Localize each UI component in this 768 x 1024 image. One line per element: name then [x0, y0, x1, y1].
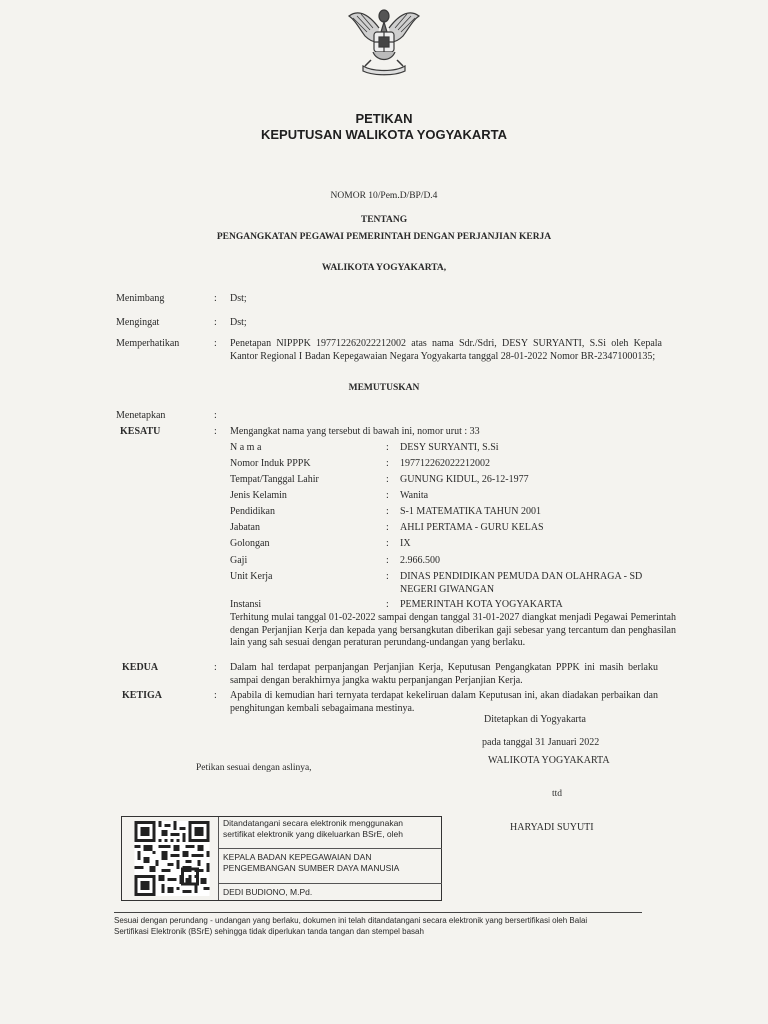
signer-position: WALIKOTA YOGYAKARTA [488, 755, 610, 766]
detail-value: IX [400, 538, 411, 549]
detail-value: S-1 MATEMATIKA TAHUN 2001 [400, 506, 541, 517]
garuda-pancasila-emblem-icon [343, 2, 425, 80]
menimbang-value: Dst; [230, 293, 247, 304]
memperhatikan-label: Memperhatikan [116, 338, 180, 349]
detail-label: Golongan [230, 538, 270, 549]
detail-value: DINAS PENDIDIKAN PEMUDA DAN OLAHRAGA - SD NEGERI GIWANGAN [400, 571, 643, 595]
colon: : [214, 690, 217, 701]
detail-label: Jenis Kelamin [230, 490, 287, 501]
kesatu-tail-text: Terhitung mulai tanggal 01-02-2022 sampai dengan tanggal 31-01-2027 diangkat menjadi Pegawai Pemerintah dengan Perjanjian Kerja dan kepada yang bersangkutan diberikan gaji sebesar yang tercantum dan penghasilan lain yang sah sesuai dengan peraturan perundang-undangan yang berlaku. [230, 612, 676, 648]
colon: : [214, 293, 217, 304]
tentang-heading: TENTANG [360, 215, 408, 225]
mengingat-label: Mengingat [116, 317, 160, 328]
footer-note [114, 915, 654, 937]
esign-line: PENGEMBANGAN SUMBER DAYA MANUSIA [223, 863, 400, 873]
esign-line: KEPALA BADAN KEPEGAWAIAN DAN [219, 848, 442, 863]
colon: : [386, 490, 389, 501]
detail-label: Tempat/Tanggal Lahir [230, 474, 319, 485]
detail-value: DESY SURYANTI, S.Si [400, 442, 499, 453]
signing-date: pada tanggal 31 Januari 2022 [482, 737, 600, 748]
esign-text [218, 817, 442, 900]
colon: : [214, 317, 217, 328]
detail-value: GUNUNG KIDUL, 26-12-1977 [400, 474, 529, 485]
ketiga-label: KETIGA [122, 690, 163, 701]
colon: : [214, 662, 217, 673]
footer-line: Sertifikasi Elektronik (BSrE) sehingga tidak diperlukan tanda tangan dan stempel basah [114, 927, 424, 936]
issuer-heading: WALIKOTA YOGYAKARTA, [321, 263, 447, 273]
colon: : [386, 571, 389, 582]
detail-label: Pendidikan [230, 506, 275, 517]
colon: : [386, 522, 389, 533]
detail-label: Jabatan [230, 522, 260, 533]
detail-label: N a m a [230, 442, 262, 453]
colon: : [386, 599, 389, 610]
document-title: PETIKAN [355, 111, 413, 126]
memutuskan-heading: MEMUTUSKAN [348, 383, 420, 393]
qr-code-icon [128, 821, 216, 896]
colon: : [214, 410, 217, 421]
menetapkan-label: Menetapkan [116, 410, 166, 421]
detail-label: Nomor Induk PPPK [230, 458, 311, 469]
menimbang-label: Menimbang [116, 293, 165, 304]
detail-value: 2.966.500 [400, 555, 440, 566]
colon: : [214, 426, 217, 437]
colon: : [214, 338, 217, 349]
colon: : [386, 474, 389, 485]
colon: : [386, 458, 389, 469]
detail-value: 197712262022212002 [400, 458, 490, 469]
esign-signer: DEDI BUDIONO, M.Pd. [219, 883, 442, 898]
esign-box [121, 816, 442, 901]
ttd-mark: ttd [552, 789, 563, 799]
kedua-text: Dalam hal terdapat perpanjangan Perjanjian Kerja, Keputusan Pengangkatan PPPK ini masih berlaku sampai dengan berakhirnya jangka waktu perpanjangan Perjanjian Kerja. [230, 662, 658, 686]
detail-value: PEMERINTAH KOTA YOGYAKARTA [400, 599, 563, 610]
colon: : [386, 555, 389, 566]
mengingat-value: Dst; [230, 317, 247, 328]
ditetapkan-text: Ditetapkan di Yogyakarta [484, 714, 586, 725]
memperhatikan-value: Penetapan NIPPPK 197712262022212002 atas nama Sdr./Sdri, DESY SURYANTI, S.Si oleh Kepala Kantor Regional I Badan Kepegawaian Negara Yogyakarta tanggal 28-01-2022 Nomor BR-23471000135; [230, 338, 662, 362]
esign-line: Ditandatangani secara elektronik menggunakan [223, 818, 404, 828]
footer-divider [114, 912, 642, 913]
detail-value: AHLI PERTAMA - GURU KELAS [400, 522, 544, 533]
decree-number: NOMOR 10/Pem.D/BP/D.4 [330, 191, 438, 201]
detail-label: Gaji [230, 555, 248, 566]
esign-line: sertifikat elektronik yang dikeluarkan BSrE, oleh [223, 829, 404, 839]
ketiga-text: Apabila di kemudian hari ternyata terdapat kekeliruan dalam Keputusan ini, akan diadakan perbaikan dan penghitungan kembali sebagaimana mestinya. [230, 690, 658, 714]
kedua-label: KEDUA [122, 662, 159, 673]
kesatu-label: KESATU [120, 426, 161, 437]
detail-label: Instansi [230, 599, 262, 610]
footer-line: Sesuai dengan perundang - undangan yang berlaku, dokumen ini telah ditandatangani secara elektronik yang bersertifikasi oleh Balai [114, 916, 588, 925]
colon: : [386, 538, 389, 549]
detail-label: Unit Kerja [230, 571, 273, 582]
detail-value: Wanita [400, 490, 429, 501]
decree-subject: PENGANGKATAN PEGAWAI PEMERINTAH DENGAN PERJANJIAN KERJA [216, 232, 552, 242]
petikan-note: Petikan sesuai dengan aslinya, [196, 763, 312, 773]
kesatu-text: Mengangkat nama yang tersebut di bawah ini, nomor urut : 33 [230, 426, 480, 437]
signer-name: HARYADI SUYUTI [510, 822, 594, 833]
document-subtitle: KEPUTUSAN WALIKOTA YOGYAKARTA [260, 127, 508, 142]
colon: : [386, 506, 389, 517]
colon: : [386, 442, 389, 453]
